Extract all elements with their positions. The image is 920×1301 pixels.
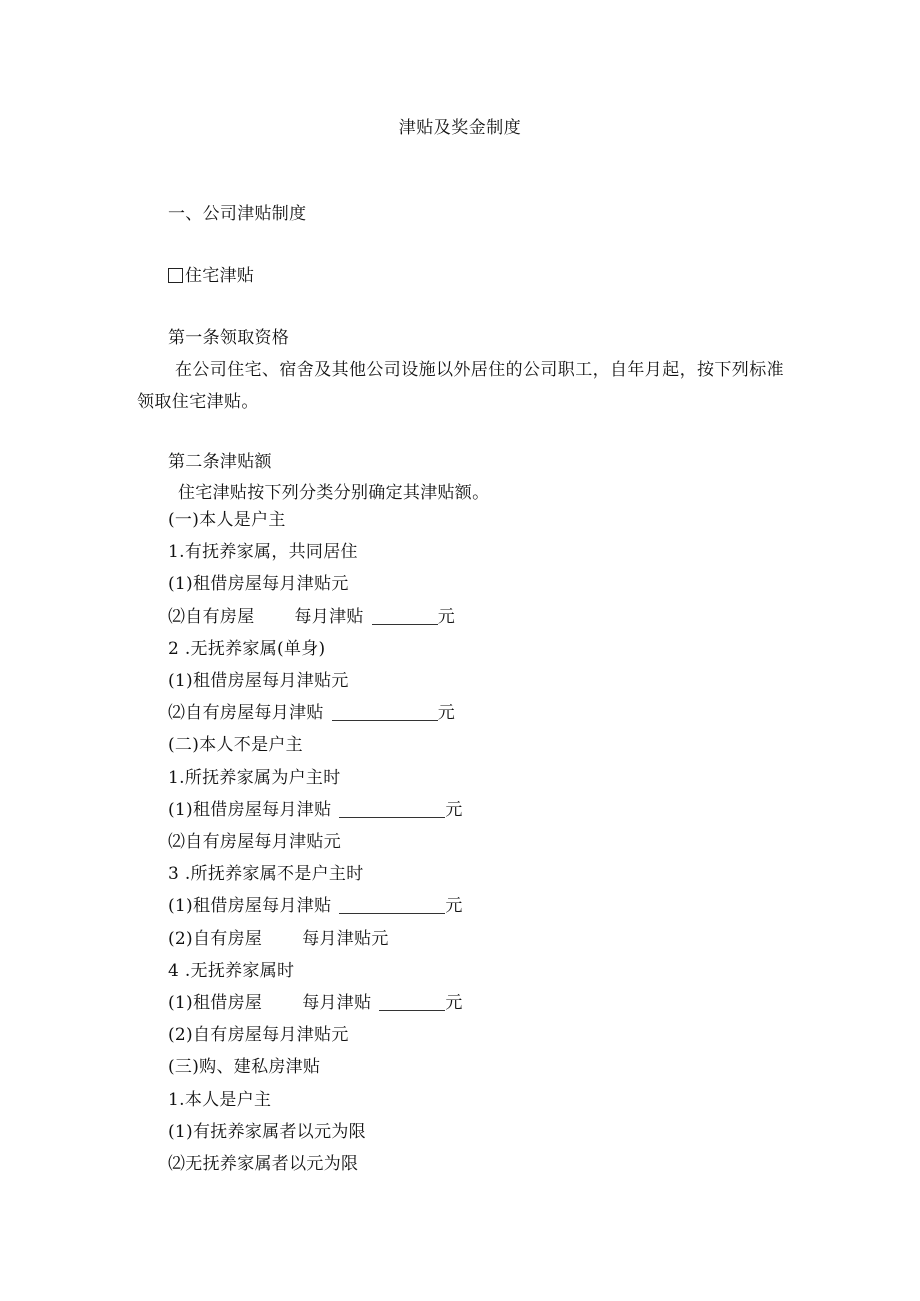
unit-text: 元 xyxy=(437,606,456,627)
fill-in-blank xyxy=(339,896,445,914)
line-text: 1.有抚养家属，共同居住 xyxy=(168,542,358,563)
article-1-body: 在公司住宅、宿舍及其他公司设施以外居住的公司职工，自年月起，按下列标准领取住宅津贴。 xyxy=(137,360,784,412)
allowance-line xyxy=(168,701,455,725)
allowance-line xyxy=(168,540,358,564)
line-text: (二)本人不是户主 xyxy=(168,735,303,756)
line-text: ⑵无抚养家属者以元为限 xyxy=(168,1154,359,1174)
line-text: 4 .无抚养家属时 xyxy=(168,960,295,981)
allowance-line xyxy=(168,508,286,532)
line-text: ⑵自有房屋 xyxy=(168,606,255,627)
line-text: (1)租借房屋每月津贴 xyxy=(168,799,332,820)
line-text: (2)自有房屋 xyxy=(168,928,263,949)
line-text: (2)自有房屋每月津贴元 xyxy=(168,1025,349,1046)
line-text: (三)购、建私房津贴 xyxy=(168,1057,321,1078)
line-text: 1.本人是户主 xyxy=(168,1089,272,1110)
allowance-line xyxy=(168,894,463,918)
fill-in-blank xyxy=(339,800,445,818)
article-2-intro: 住宅津贴按下列分类分别确定其津贴额。 xyxy=(178,483,490,503)
unit-text: 元 xyxy=(445,799,463,820)
fill-in-blank xyxy=(332,703,438,721)
allowance-line xyxy=(168,1055,320,1079)
line-text: ⑵自有房屋每月津贴元 xyxy=(168,832,341,852)
fill-in-blank xyxy=(379,993,445,1011)
line-text: 3 .所抚养家属不是户主时 xyxy=(168,864,364,885)
housing-allowance-heading xyxy=(168,264,254,288)
line-text: 2 .无抚养家属(单身) xyxy=(168,638,326,659)
allowance-line xyxy=(168,1152,358,1176)
unit-text: 元 xyxy=(445,896,463,917)
line-text: ⑵自有房屋每月津贴 xyxy=(168,703,324,724)
allowance-line xyxy=(168,830,341,854)
allowance-line xyxy=(168,1088,271,1112)
unit-text: 元 xyxy=(445,993,463,1013)
allowance-line xyxy=(168,669,349,693)
allowance-line xyxy=(168,572,349,596)
allowance-line xyxy=(168,766,341,790)
allowance-line xyxy=(168,927,389,951)
line-text-mid: 每月津贴 xyxy=(302,993,372,1013)
line-text: (1)租借房屋 xyxy=(168,993,263,1013)
document-title: 津贴及奖金制度 xyxy=(398,118,522,138)
line-text: 1.所抚养家属为户主时 xyxy=(168,767,341,788)
allowance-line xyxy=(168,1023,349,1047)
fill-in-blank xyxy=(372,607,438,625)
allowance-line xyxy=(168,733,303,757)
housing-allowance-label: 住宅津贴 xyxy=(185,266,255,286)
section-heading-allowance: 一、公司津贴制度 xyxy=(168,204,307,224)
unit-text: 元 xyxy=(437,703,456,724)
checkbox-icon xyxy=(168,268,183,283)
article-2-heading: 第二条津贴额 xyxy=(168,452,272,472)
allowance-line xyxy=(168,991,463,1015)
line-text: (1)租借房屋每月津贴元 xyxy=(168,671,349,691)
line-text-mid: 每月津贴元 xyxy=(302,928,389,949)
line-text: (1)租借房屋每月津贴 xyxy=(168,896,332,917)
line-text: (1)有抚养家属者以元为限 xyxy=(168,1121,366,1142)
allowance-line xyxy=(168,862,364,886)
allowance-line xyxy=(168,605,455,629)
allowance-line xyxy=(168,798,463,822)
allowance-line xyxy=(168,1120,366,1144)
line-text: (一)本人是户主 xyxy=(168,510,286,530)
line-text: (1)租借房屋每月津贴元 xyxy=(168,574,349,595)
allowance-line xyxy=(168,637,326,661)
article-1-heading: 第一条领取资格 xyxy=(168,328,290,348)
allowance-line xyxy=(168,959,294,983)
line-text-mid: 每月津贴 xyxy=(294,606,364,627)
